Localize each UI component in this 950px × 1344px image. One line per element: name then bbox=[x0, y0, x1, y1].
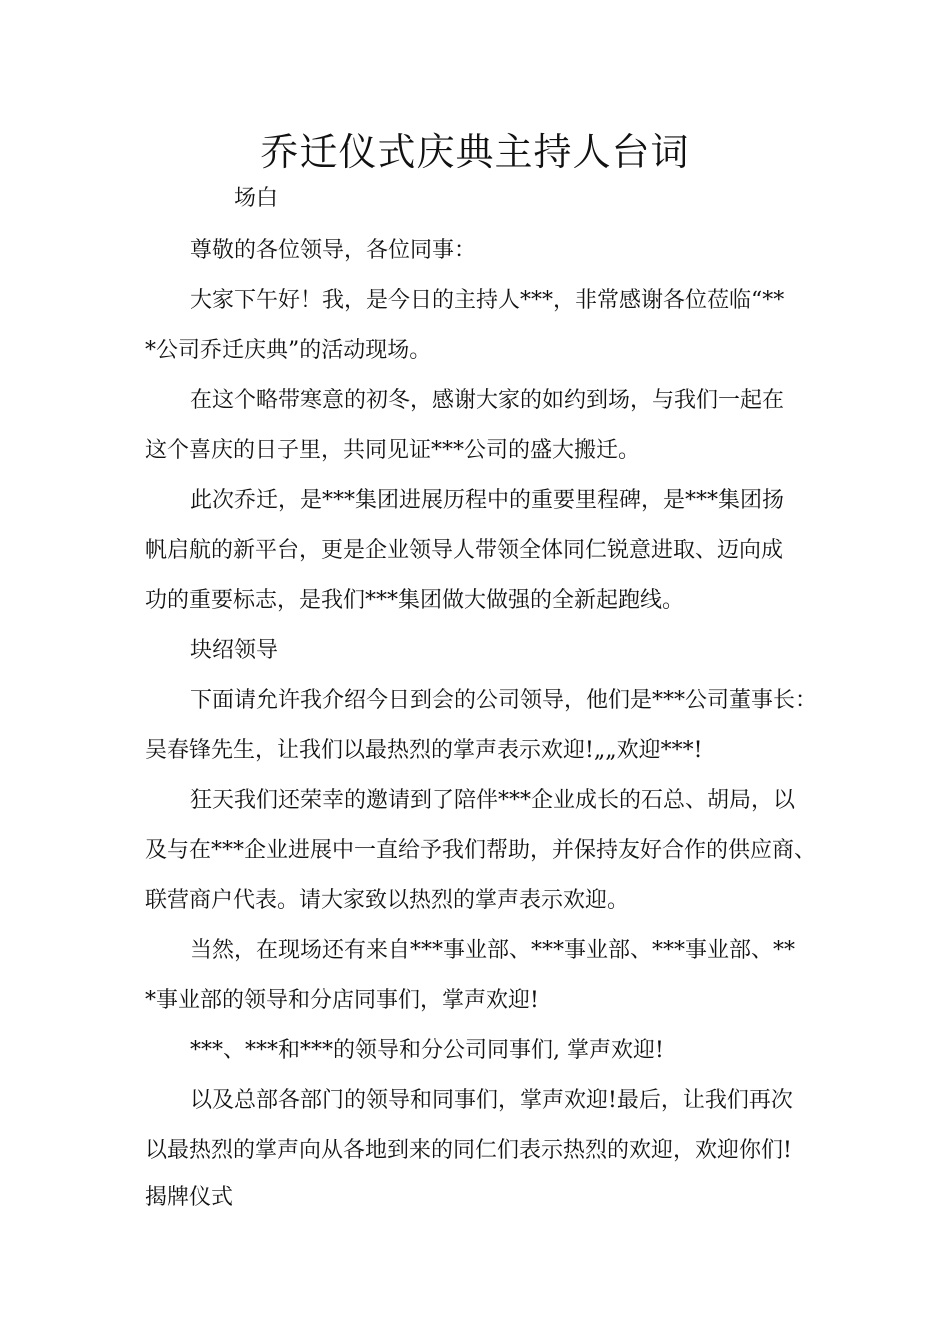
paragraph-2-line-2: 这个喜庆的日子里，共同见证***公司的盛大搬迁。 bbox=[145, 438, 641, 463]
greeting-line: 尊敬的各位领导，各位同事： bbox=[190, 238, 477, 263]
paragraph-8-line-2: 以最热烈的掌声向从各地到来的同仁们表示热烈的欢迎，欢迎你们! bbox=[145, 1138, 792, 1163]
section-heading-opening: 场白 bbox=[234, 186, 279, 211]
paragraph-3-line-2: 帆启航的新平台，更是企业领导人带领全体同仁锐意进取、迈向成 bbox=[145, 538, 784, 563]
paragraph-4-line-2: 吴春锋先生，让我们以最热烈的掌声表示欢迎!„„欢迎***! bbox=[145, 738, 703, 763]
paragraph-3-line-3: 功的重要标志，是我们***集团做大做强的全新起跑线。 bbox=[145, 588, 685, 613]
section-heading-intro: 块绍领导 bbox=[190, 638, 279, 663]
paragraph-3-line-1: 此次乔迁，是***集团进展历程中的重要里程碑，是***集团扬 bbox=[190, 488, 785, 513]
paragraph-5-line-1: 狂天我们还荣幸的邀请到了陪伴***企业成长的石总、胡局，以 bbox=[190, 788, 796, 813]
paragraph-5-line-3: 联营商户代表。请大家致以热烈的掌声表示欢迎。 bbox=[145, 888, 630, 913]
paragraph-6-line-1: 当然，在现场还有来自***事业部、***事业部、***事业部、** bbox=[190, 938, 796, 963]
section-heading-unveil: 揭牌仪式 bbox=[145, 1185, 234, 1210]
paragraph-5-line-2: 及与在***企业进展中一直给予我们帮助，并保持友好合作的供应商、 bbox=[145, 838, 817, 863]
paragraph-2-line-1: 在这个略带寒意的初冬，感谢大家的如约到场，与我们一起在 bbox=[190, 388, 785, 413]
paragraph-1-line-1: 大家下午好！我，是今日的主持人***，非常感谢各位莅临“** bbox=[190, 288, 785, 313]
paragraph-6-line-2: *事业部的领导和分店同事们，掌声欢迎! bbox=[145, 988, 539, 1013]
paragraph-1-line-2: *公司乔迁庆典”的活动现场。 bbox=[145, 338, 432, 363]
paragraph-7-line-1: ***、***和***的领导和分公司同事们, 掌声欢迎! bbox=[190, 1038, 664, 1063]
paragraph-4-line-1: 下面请允许我介绍今日到会的公司领导，他们是***公司董事长： bbox=[190, 688, 818, 713]
document-title: 乔迁仪式庆典主持人台词 bbox=[260, 130, 690, 174]
paragraph-8-line-1: 以及总部各部门的领导和同事们，掌声欢迎!最后，让我们再次 bbox=[190, 1088, 793, 1113]
